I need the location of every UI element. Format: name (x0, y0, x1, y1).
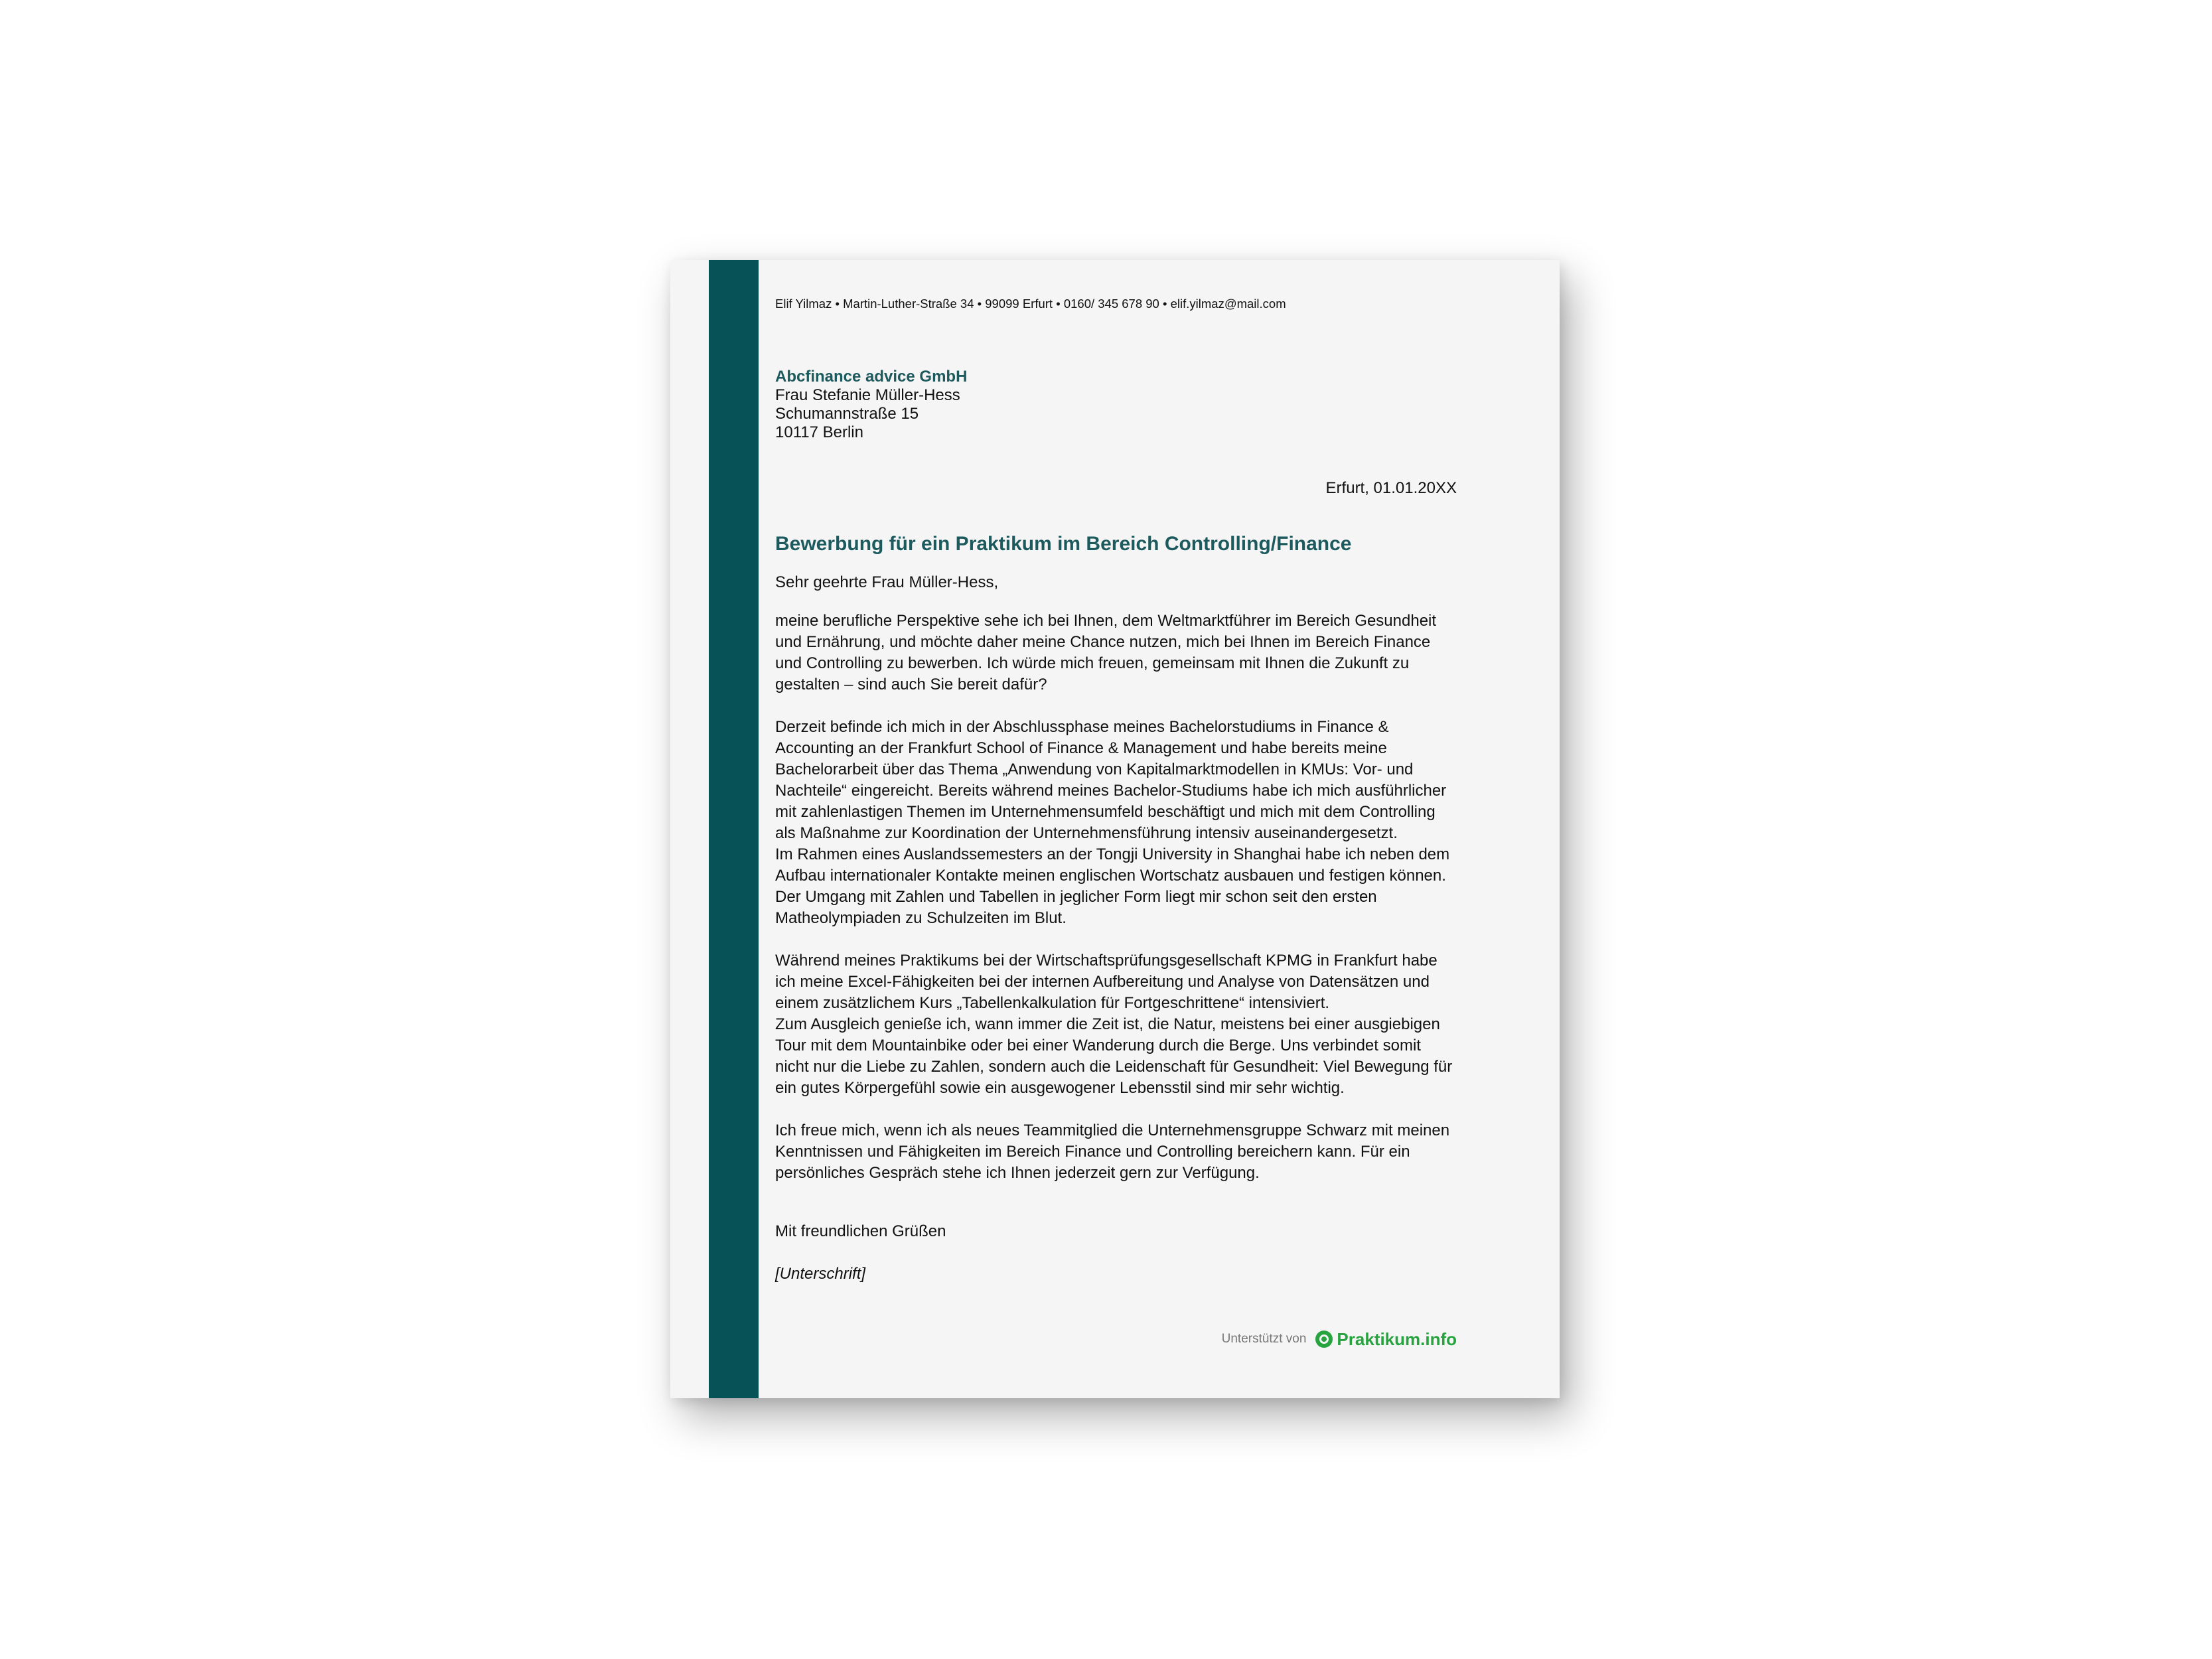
salutation: Sehr geehrte Frau Müller-Hess, (775, 573, 999, 591)
letter-page (670, 260, 1560, 1398)
letter-body (775, 611, 1457, 1205)
sidebar-stripe (709, 260, 759, 1398)
recipient-city: 10117 Berlin (775, 423, 863, 441)
letter-content (775, 260, 1457, 1398)
closing: Mit freundlichen Grüßen (775, 1222, 946, 1240)
recipient-company: Abcfinance advice GmbH (775, 368, 968, 386)
supported-by-label: Unterstützt von (1221, 1332, 1307, 1346)
letter-date: Erfurt, 01.01.20XX (1325, 479, 1457, 497)
body-paragraph-1: meine berufliche Perspektive sehe ich bei Ihnen, dem Weltmarktführer im Bereich Gesundheit und Ernährung, und möchte daher meine Chance nutzen, mich bei Ihnen im Bereich Finance und Controlling zu bewerben. Ich würde mich freuen, gemeinsam mit Ihnen die Zukunft zu gestalten – sind auch Sie bereit dafür? (775, 612, 1437, 693)
letter-subject: Bewerbung für ein Praktikum im Bereich Controlling/Finance (775, 533, 1352, 555)
brand-name: Praktikum.info (1337, 1329, 1457, 1349)
sender-line: Elif Yilmaz • Martin-Luther-Straße 34 • 99099 Erfurt • 0160/ 345 678 90 • elif.yilmaz@mail.com (775, 297, 1286, 311)
recipient-name: Frau Stefanie Müller-Hess (775, 386, 960, 404)
footer-branding (1222, 1329, 1457, 1350)
signature-placeholder: [Unterschrift] (775, 1265, 866, 1283)
recipient-address (775, 368, 967, 442)
recipient-street: Schumannstraße 15 (775, 405, 919, 423)
body-paragraph-4: Ich freue mich, wenn ich als neues Teammitglied die Unternehmensgruppe Schwarz mit meinen Kenntnissen und Fähigkeiten im Bereich Finance und Controlling bereichern kann. Für ein persönliches Gespräch stehe ich Ihnen jederzeit gern zur Verfügung. (775, 1121, 1450, 1182)
body-paragraph-3: Während meines Praktikums bei der Wirtschaftsprüfungsgesellschaft KPMG in Frankfurt habe ich meine Excel-Fähigkeiten bei der internen Aufbereitung und Analyse von Datensätzen und einem zusätzlichem Kurs „Tabellenkalkulation für Fortgeschrittene“ intensiviert. Zum Ausgleich genieße ich, wann immer die Zeit ist, die Natur, meistens bei einer ausgiebigen Tour mit dem Mountainbike oder bei einer Wanderung durch die Berge. Uns verbindet somit nicht nur die Liebe zu Zahlen, sondern auch die Leidenschaft für Gesundheit: Viel Bewegung für ein gutes Körpergefühl sowie ein ausgewogener Lebensstil sind mir sehr wichtig. (775, 952, 1453, 1097)
praktikum-logo-icon (1315, 1331, 1333, 1348)
body-paragraph-2: Derzeit befinde ich mich in der Abschlussphase meines Bachelorstudiums in Finance & Accounting an der Frankfurt School of Finance & Management und habe bereits meine Bachelorarbeit über das Thema „Anwendung von Kapitalmarktmodellen in KMUs: Vor- und Nachteile“ eingereicht. Bereits während meines Bachelor-Studiums habe ich mich ausführlicher mit zahlenlastigen Themen im Unternehmensumfeld beschäftigt und mich mit dem Controlling als Maßnahme zur Koordination der Unternehmensführung intensiv auseinandergesetzt. Im Rahmen eines Auslandssemesters an der Tongji University in Shanghai habe ich neben dem Aufbau internationaler Kontakte meinen englischen Wortschatz ausbauen und festigen können. Der Umgang mit Zahlen und Tabellen in jeglicher Form liegt mir schon seit den ersten Matheolympiaden zu Schulzeiten im Blut. (775, 718, 1450, 927)
